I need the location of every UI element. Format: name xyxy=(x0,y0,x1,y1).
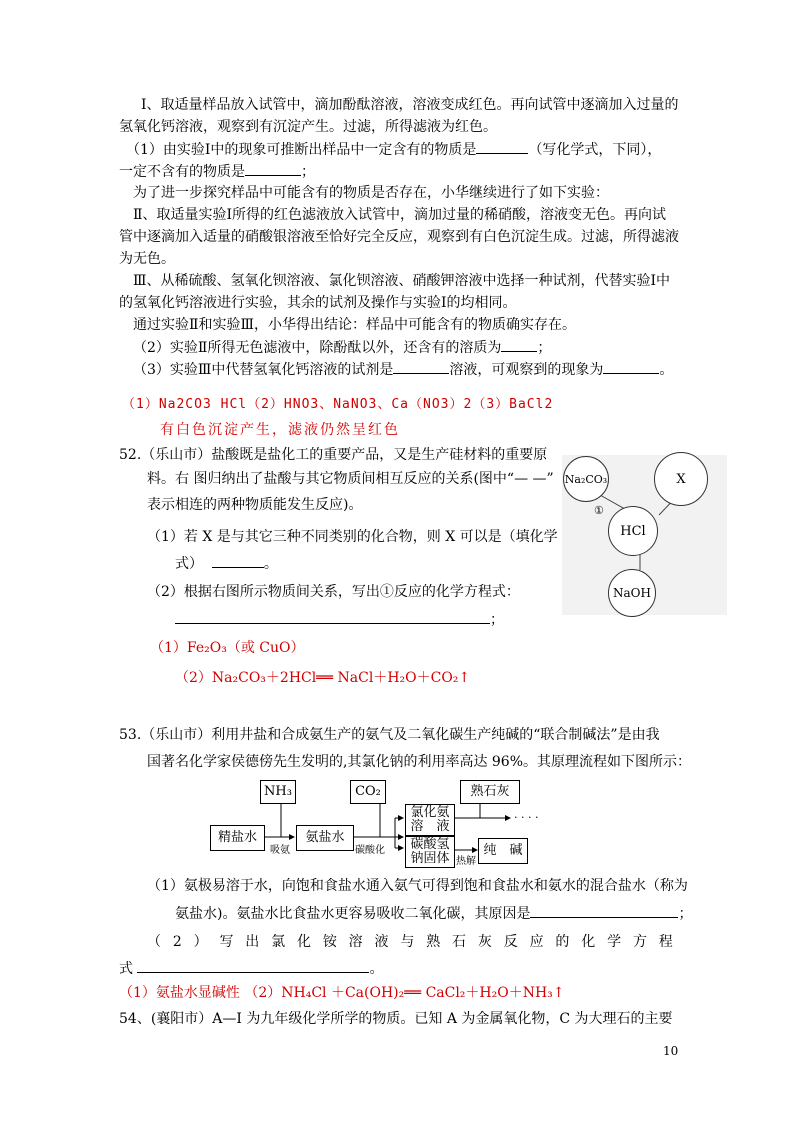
question-1-hint: （写化学式，下同）， xyxy=(528,142,662,158)
q53-part2-char: 化 xyxy=(581,934,596,950)
punct: ； xyxy=(678,906,693,922)
soda-box: 纯 碱 xyxy=(478,838,528,864)
q53-part1-line2 xyxy=(175,903,692,924)
nh4cl-box xyxy=(405,804,455,836)
q53-part2-char: 写 xyxy=(219,934,234,950)
q53-part2-text: 式 xyxy=(119,961,133,977)
q53-part2-char: 的 xyxy=(555,934,570,950)
punct: 。 xyxy=(263,556,278,572)
q52-part1: （1）若 X 是与其它三种不同类别的化合物，则 X 可以是（填化学 xyxy=(147,529,558,545)
q53-part2 xyxy=(147,932,673,952)
q52-answer2: （2）Na₂CO₃＋2HCl══ NaCl＋H₂O＋CO₂↑ xyxy=(175,670,471,686)
q53-part2-char: 与 xyxy=(400,934,415,950)
q53-part2-char: 2 xyxy=(172,934,182,950)
conclusion-text: 通过实验Ⅱ和实验Ⅲ，小华得出结论：样品中可能含有的物质确实存在。 xyxy=(133,317,577,333)
punct: ； xyxy=(301,164,315,180)
q53-part2-char: 熟 xyxy=(426,934,441,950)
q53-part2-char: 化 xyxy=(296,934,311,950)
hcl-node: HCl xyxy=(608,506,658,556)
q53-part2-char: 液 xyxy=(374,934,389,950)
x-node: X xyxy=(654,452,708,506)
nahco3-label-bottom: 钠固体 xyxy=(410,851,450,866)
punct: ； xyxy=(490,612,504,628)
nh4cl-label-bottom: 溶 液 xyxy=(410,819,450,834)
answer-blank xyxy=(603,359,659,374)
q53-part2-char: 氯 xyxy=(271,934,286,950)
q53-answer: （1）氨盐水显碱性 （2）NH₄Cl ＋Ca(OH)₂══ CaCl₂＋H₂O＋NH₃↑ xyxy=(119,985,565,1001)
brine-box: 精盐水 xyxy=(210,825,265,851)
co2-box: CO₂ xyxy=(350,780,386,804)
nh3-box: NH₃ xyxy=(260,780,296,804)
q53-part2-char: 方 xyxy=(632,934,647,950)
na2co3-node: Na₂CO₃ xyxy=(563,456,609,502)
exp2-line1: Ⅱ、取适量实验Ⅰ所得的红色滤液放入试管中，滴加过量的稀硝酸，溶液变无色。再向试 xyxy=(133,207,667,223)
question-3-text: （3）实验Ⅲ中代替氢氧化钙溶液的试剂是 xyxy=(133,362,394,378)
question-1-text: （1）由实验Ⅰ中的现象可推断出样品中一定含有的物质是 xyxy=(126,142,477,158)
q53-part1: （1）氨极易溶于水，向饱和食盐水通入氨气可得到饱和食盐水和氨水的混合盐水（称为 xyxy=(147,878,688,894)
q52-line1: 52.（乐山市）盐酸既是盐化工的重要产品，又是生产硅材料的重要原 xyxy=(119,447,548,463)
answer-blank xyxy=(393,359,449,374)
answer-blank xyxy=(501,337,537,352)
nahco3-box xyxy=(405,836,455,868)
answer-blank xyxy=(245,161,301,176)
answer-blank xyxy=(175,609,490,624)
nahco3-label-top: 碳酸氢 xyxy=(410,837,450,852)
q52-answer1: （1）Fe₂O₃（或 CuO） xyxy=(150,640,305,656)
q52-line2: 料。右 图归纳出了盐酸与其它物质间相互反应的关系(图中“— —” xyxy=(147,471,554,487)
carbonate-label: 碳酸化 xyxy=(355,845,385,856)
q53-part2-char: 程 xyxy=(658,934,673,950)
answer-1-line2: 有白色沉淀产生，滤液仍然呈红色 xyxy=(160,422,400,438)
q52-part1-text: 式） xyxy=(175,556,203,572)
answer-blank xyxy=(476,139,528,154)
question-1-line xyxy=(126,139,661,160)
answer-blank xyxy=(530,903,678,918)
q53-part2-char: 石 xyxy=(452,934,467,950)
q53-part2-char: 灰 xyxy=(477,934,492,950)
exp2-line3: 为无色。 xyxy=(119,251,175,267)
q54-line1: 54、(襄阳市）A—I 为九年级化学所学的物质。已知 A 为金属氧化物，C 为大理石的主要 xyxy=(119,1011,673,1027)
question-1-text2: 一定不含有的物质是 xyxy=(119,164,245,180)
answer-blank xyxy=(137,958,369,973)
punct: ； xyxy=(537,340,552,356)
q53-part2-char: 铵 xyxy=(322,934,337,950)
continuation-dots: · · · · xyxy=(514,811,539,824)
exp3-line2: 的氢氧化钙溶液进行实验，其余的试剂及操作与实验Ⅰ的均相同。 xyxy=(119,295,517,311)
exp2-line2: 管中逐滴加入适量的硝酸银溶液至恰好完全反应，观察到有白色沉淀生成。过滤，所得滤液 xyxy=(119,229,679,245)
ammonia-brine-box: 氨盐水 xyxy=(296,825,354,851)
heat-label: 热解 xyxy=(456,856,476,867)
q53-part2-char: ） xyxy=(193,934,208,950)
exp1-line1: Ⅰ、取适量样品放入试管中，滴加酚酞溶液，溶液变成红色。再向试管中逐滴加入过量的 xyxy=(141,97,679,113)
q53-part1-text: 氨盐水)。氨盐水比食盐水更容易吸收二氧化碳，其原因是 xyxy=(175,906,531,922)
absorb-label: 吸氨 xyxy=(270,845,290,856)
punct: 。 xyxy=(659,362,674,378)
page-number: 10 xyxy=(663,1044,679,1058)
process-flowchart xyxy=(210,780,550,870)
question-2-line xyxy=(133,337,551,358)
q53-part2-line2 xyxy=(119,958,383,979)
answer-1-line1: （1）Na2CO3 HCl（2）HNO3、NaNO3、Ca（NO3）2（3）BaCl2 xyxy=(122,397,554,412)
further-text: 为了进一步探究样品中可能含有的物质是否存在，小华继续进行了如下实验： xyxy=(133,185,609,201)
q52-diagram xyxy=(562,455,727,615)
reaction-1-mark: ① xyxy=(594,504,604,517)
q53-part2-char: 反 xyxy=(503,934,518,950)
q52-part2: （2）根据右图所示物质间关系，写出①反应的化学方程式： xyxy=(147,584,520,600)
q53-part2-char: 出 xyxy=(245,934,260,950)
q53-line1: 53.（乐山市）利用井盐和合成氨生产的氨气及二氧化碳生产纯碱的“联合制碱法”是由我 xyxy=(119,727,660,743)
q52-part1-line2 xyxy=(175,553,278,574)
nh4cl-label-top: 氯化氨 xyxy=(410,805,450,820)
q53-line2: 国著名化学家侯德傍先生发明的,其氯化钠的利用率高达 96%。其原理流程如下图所示： xyxy=(147,754,692,770)
q53-part2-char: 溶 xyxy=(348,934,363,950)
question-2-text: （2）实验Ⅱ所得无色滤液中，除酚酞以外，还含有的溶质为 xyxy=(133,340,502,356)
punct: 。 xyxy=(369,961,384,977)
q52-line3: 表示相连的两种物质能发生反应)。 xyxy=(147,497,363,513)
q53-part2-char: 应 xyxy=(529,934,544,950)
answer-blank xyxy=(212,553,264,568)
naoh-node: NaOH xyxy=(608,569,656,617)
lime-box: 熟石灰 xyxy=(460,780,520,804)
question-3-text2: 溶液，可观察到的现象为 xyxy=(449,362,604,378)
exp3-line1: Ⅲ、从稀硫酸、氢氧化钡溶液、氯化钡溶液、硝酸钾溶液中选择一种试剂，代替实验Ⅰ中 xyxy=(133,273,671,289)
q52-part2-line2 xyxy=(175,609,504,630)
q53-part2-char: 学 xyxy=(607,934,622,950)
question-1-line2 xyxy=(119,161,315,182)
exp1-line2: 氢氧化钙溶液，观察到有沉淀产生。过滤，所得滤液为红色。 xyxy=(119,119,497,135)
q53-part2-char: （ xyxy=(147,934,161,950)
question-3-line xyxy=(133,359,673,380)
